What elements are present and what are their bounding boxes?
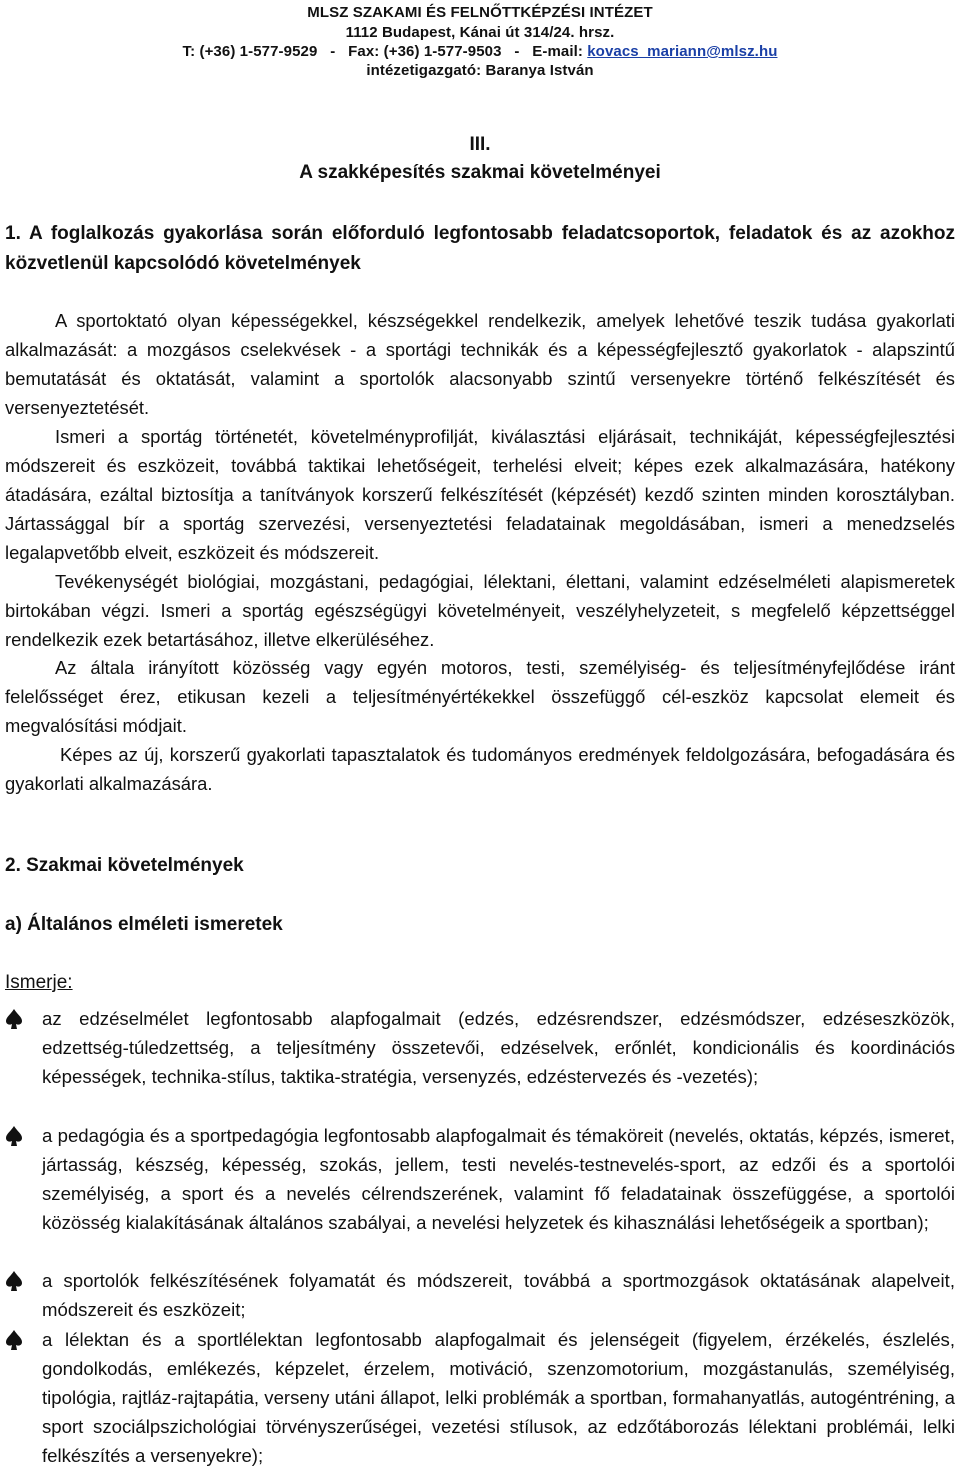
email-link[interactable]: kovacs_mariann@mlsz.hu bbox=[587, 43, 778, 60]
paragraph-felelosseg: Az általa irányított közösség vagy egyén motoros, testi, személyiség- és teljesítményfejlődése iránt felelősséget érez, etikusan kezeli a teljesítményértékekkel összefüggő cél-eszköz kapcsolat elemeit és megvalósítási módjait. bbox=[5, 657, 955, 736]
paragraph-sportoktato: A sportoktató olyan képességekkel, készségekkel rendelkezik, amelyek lehetővé teszik tudása gyakorlati alkalmazását: a mozgásos cselekvések - a sportági technikák és a képességfejlesztő gyakorlatok - alapszintű bemutatását és oktatását, valamint a sportolók alacsonyabb szintű versenyekre történő felkészítését és versenyeztetését. bbox=[5, 310, 955, 418]
spade-bullet-icon bbox=[5, 1329, 23, 1351]
spade-bullet-icon bbox=[5, 1008, 23, 1030]
paragraph-tevekenyseget: Tevékenységét biológiai, mozgástani, pedagógiai, lélektani, élettani, valamint edzéselméleti alapismeretek birtokában végzi. Ismeri a sportág egészségügyi követelményeit, veszélyhelyzeteit, s megfelelő képzettséggel rendelkezik ezek betartásához, illetve elkerüléséhez. bbox=[5, 571, 955, 650]
contact-numbers: T: (+36) 1-577-9529 - Fax: (+36) 1-577-9503 - E-mail: bbox=[182, 43, 588, 60]
section-title: A szakképesítés szakmai követelményei bbox=[299, 162, 661, 183]
institute-director: intézetigazgató: Baranya István bbox=[366, 62, 594, 79]
paragraph-kepes: Képes az új, korszerű gyakorlati tapasztalatok és tudományos eredmények feldolgozására, befogadására és gyakorlati alkalmazására. bbox=[5, 744, 955, 794]
point2-heading: 2. Szakmai követelmények bbox=[5, 855, 244, 876]
institute-contact bbox=[0, 43, 960, 61]
bullet-text: a pedagógia és a sportpedagógia legfontosabb alapfogalmait és témaköreit (nevelés, oktatás, képzés, ismeret, jártasság, készség, képesség, szokás, jellem, testi nevelés-testnevelés-sport, az edzői és a sportolói személyiség, a sport és a nevelés célrendszerének, valamint fő feladatainak összefüggése, a sportolói közösség kialakításának általános szabályai, a nevelési helyzetek és kihasználási lehetőségeik a sportban); bbox=[42, 1125, 955, 1233]
paragraph-ismeri: Ismeri a sportág történetét, követelményprofilját, kiválasztási eljárásait, technikáját, képességfejlesztési módszereit és eszközeit, továbbá taktikai lehetőségeit, terhelési elveit; képes ezek alkalmazására, hatékony átadására, ezáltal biztosítja a tanítványok korszerű felkészítését (képzését) kezdő szinten minden korosztályban. Jártassággal bír a sportág szervezési, versenyeztetési feladatainak megoldásában, ismeri a menedzselés legalapvetőbb elveit, eszközeit és módszereit. bbox=[5, 426, 955, 563]
bullet-text: az edzéselmélet legfontosabb alapfogalmait (edzés, edzésrendszer, edzésmódszer, edzéseszközök, edzettség-túledzettség, a teljesítmény összetevői, edzéselvek, erőnlét, kondicionális és koordinációs képességek, technika-stílus, taktika-stratégia, versenyzés, edzéstervezés és -vezetés); bbox=[42, 1008, 955, 1087]
section-number: III. bbox=[469, 134, 491, 155]
bullet-text: a lélektan és a sportlélektan legfontosabb alapfogalmait és jelenségeit (figyelem, érzékelés, észlelés, gondolkodás, emlékezés, képzelet, érzelem, motiváció, szenzomotorium, mozgástanulás, személyiség, tipológia, rajtláz-rajtapátia, verseny utáni állapot, lelki problémák a sportban, formahanyatlás, autogéntréning, a sport szociálpszichológiai törvényszerűségei, vezetési stílusok, az edzőtáborozás lélektani problémái, lelki felkészítés a versenyekre); bbox=[42, 1329, 955, 1466]
subsection-a-heading: a) Általános elméleti ismeretek bbox=[5, 914, 283, 935]
spade-bullet-icon bbox=[5, 1125, 23, 1147]
institute-name: MLSZ SZAKAMI ÉS FELNŐTTKÉPZÉSI INTÉZET bbox=[307, 4, 653, 21]
bullet-text: a sportolók felkészítésének folyamatát és módszereit, továbbá a sportmozgások oktatásának alapelveit, módszereit és eszközeit; bbox=[42, 1270, 955, 1320]
ismerje-label: Ismerje: bbox=[5, 972, 73, 993]
point1-heading: 1. A foglalkozás gyakorlása során előforduló legfontosabb feladatcsoportok, feladatok és az azokhoz közvetlenül kapcsolódó követelmények bbox=[5, 223, 955, 274]
spade-bullet-icon bbox=[5, 1270, 23, 1292]
institute-address: 1112 Budapest, Kánai út 314/24. hrsz. bbox=[345, 24, 615, 41]
